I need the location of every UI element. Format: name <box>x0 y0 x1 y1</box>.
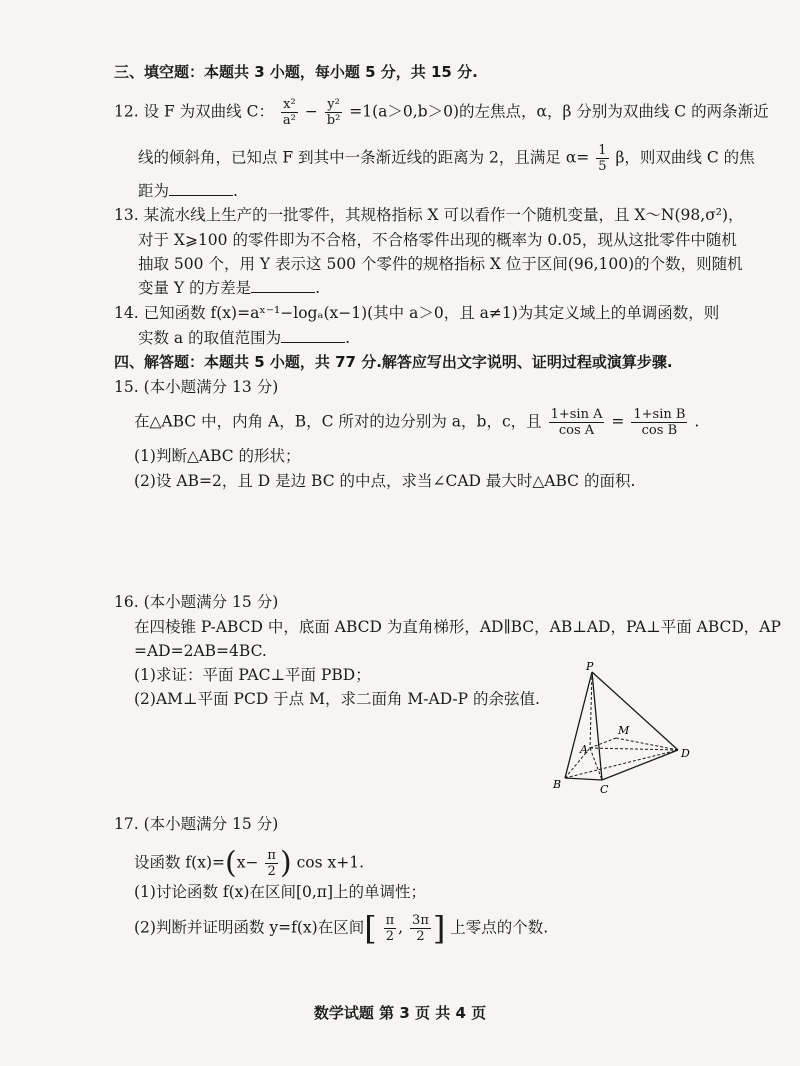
q17-part2-text-b: 上零点的个数. <box>450 918 549 937</box>
q14-answer-blank[interactable] <box>281 328 345 343</box>
question-17-part1: (1)讨论函数 f(x)在区间[0,π]上的单调性； <box>134 883 427 901</box>
edge-MD <box>616 738 678 750</box>
q17-frac-pi2: $\frac{\pi}{2}$ <box>267 848 276 879</box>
q12-text-f: . <box>233 182 238 200</box>
q17-text-b: cos x+1. <box>296 853 365 872</box>
page-footer: 数学试题 第 3 页 共 4 页 <box>313 1004 487 1022</box>
q17-paren-open: ( <box>225 845 237 881</box>
q15-frac-b: $\frac{\text{1+sin B}}{\text{cos B}}$ <box>633 407 686 438</box>
question-15-title: 15. (本小题满分 13 分) <box>114 378 279 396</box>
q15-end: . <box>694 412 700 431</box>
q15-equals: = <box>611 412 625 431</box>
q13-text-a: 变量 Y 的方差是 <box>138 279 252 297</box>
q12-text-d: β，则双曲线 C 的焦 <box>615 148 755 167</box>
q12-text-c: 线的倾斜角，已知点 F 到其中一条渐近线的距离为 2，且满足 α= <box>138 148 590 167</box>
question-16-part1: (1)求证：平面 PAC⊥平面 PBD； <box>134 666 371 684</box>
label-P: P <box>586 660 594 673</box>
edge-AD <box>590 748 678 750</box>
question-15-part2: (2)设 AB=2，且 D 是边 BC 的中点，求当∠CAD 最大时△ABC 的面积. <box>134 472 636 490</box>
question-16-title: 16. (本小题满分 15 分) <box>114 593 279 611</box>
question-17-part2 <box>134 909 549 948</box>
q12-minus: − <box>304 102 318 121</box>
question-14-line2 <box>138 328 350 348</box>
edge-AM <box>590 738 616 748</box>
question-16-line1: 在四棱锥 P-ABCD 中，底面 ABCD 为直角梯形，AD∥BC，AB⊥AD，PA⊥平面 ABCD，AP <box>134 618 781 636</box>
q17-bracket-close: ] <box>432 909 446 948</box>
q17-paren-text: x− <box>236 853 259 872</box>
q17-frac-interval-b: $\frac{3\pi}{2}$ <box>412 913 429 944</box>
label-B: B <box>553 778 562 791</box>
q12-text-e: 距为 <box>138 182 170 200</box>
q15-frac-a: $\frac{\text{1+sin A}}{\text{cos A}}$ <box>550 407 603 438</box>
edge-CD <box>602 750 678 780</box>
section4-header: 四、解答题：本题共 5 小题，共 77 分.解答应写出文字说明、证明过程或演算步骤. <box>114 353 673 371</box>
edge-PA <box>590 672 592 748</box>
q13-text-b: . <box>315 279 321 297</box>
q17-text-a: 设函数 f(x)= <box>134 853 225 872</box>
q14-text-b: . <box>345 329 351 347</box>
question-13-line3: 抽取 500 个，用 Y 表示这 500 个零件的规格指标 X 位于区间(96,100)的个数，则随机 <box>138 255 743 273</box>
label-A: A <box>580 743 588 756</box>
q14-text-a: 实数 a 的取值范围为 <box>138 329 282 347</box>
q17-part2-text-a: (2)判断并证明函数 y=f(x)在区间 <box>134 918 365 937</box>
q12-frac-alpha: $\frac{1}{5}$ <box>598 143 607 174</box>
q13-answer-blank[interactable] <box>251 278 315 293</box>
edge-BC <box>565 778 602 780</box>
q12-frac-x: $\frac{\text{x²}}{\text{a²}}$ <box>282 97 296 128</box>
label-C: C <box>600 783 609 795</box>
q12-answer-blank[interactable] <box>169 181 233 196</box>
question-13-line1: 13. 某流水线上生产的一批零件，其规格指标 X 可以看作一个随机变量，且 X～N(98,σ²)， <box>114 206 744 224</box>
question-15-stem <box>134 407 699 438</box>
q12-frac-y: $\frac{\text{y²}}{\text{b²}}$ <box>326 97 341 128</box>
pyramid-figure <box>550 660 700 795</box>
question-17-function <box>134 845 365 881</box>
q12-text-b: =1(a＞0,b＞0)的左焦点，α，β 分别为双曲线 C 的两条渐近 <box>349 102 769 121</box>
label-D: D <box>681 747 690 760</box>
label-M: M <box>618 724 630 737</box>
question-13-line2: 对于 X⩾100 的零件即为不合格，不合格零件出现的概率为 0.05，现从这批零件中随机 <box>138 231 737 249</box>
question-16-line2: =AD=2AB=4BC. <box>134 642 267 660</box>
q17-paren-close: ) <box>279 845 292 881</box>
q12-text-a: 12. 设 F 为双曲线 C： <box>114 102 274 121</box>
edge-PC <box>592 672 602 780</box>
question-15-part1: (1)判断△ABC 的形状； <box>134 447 301 465</box>
question-12-line2 <box>138 143 755 174</box>
q17-frac-interval-a: $\frac{\pi}{2}$ <box>385 913 395 944</box>
question-16-part2: (2)AM⊥平面 PCD 于点 M，求二面角 M-AD-P 的余弦值. <box>134 690 540 708</box>
question-12-line1 <box>114 97 769 128</box>
question-12-line3 <box>138 181 238 201</box>
q17-comma: , <box>398 918 404 937</box>
question-17-title: 17. (本小题满分 15 分) <box>114 815 279 833</box>
question-14-line1: 14. 已知函数 f(x)=aˣ⁻¹−logₐ(x−1)(其中 a＞0，且 a≠1)为其定义域上的单调函数，则 <box>114 304 720 322</box>
section3-header: 三、填空题：本题共 3 小题，每小题 5 分，共 15 分. <box>114 63 478 81</box>
question-13-line4 <box>138 278 320 298</box>
edge-PD <box>592 672 678 750</box>
q15-stem-text: 在△ABC 中，内角 A，B，C 所对的边分别为 a，b，c，且 <box>134 412 542 431</box>
q17-bracket-open: [ <box>364 909 377 948</box>
